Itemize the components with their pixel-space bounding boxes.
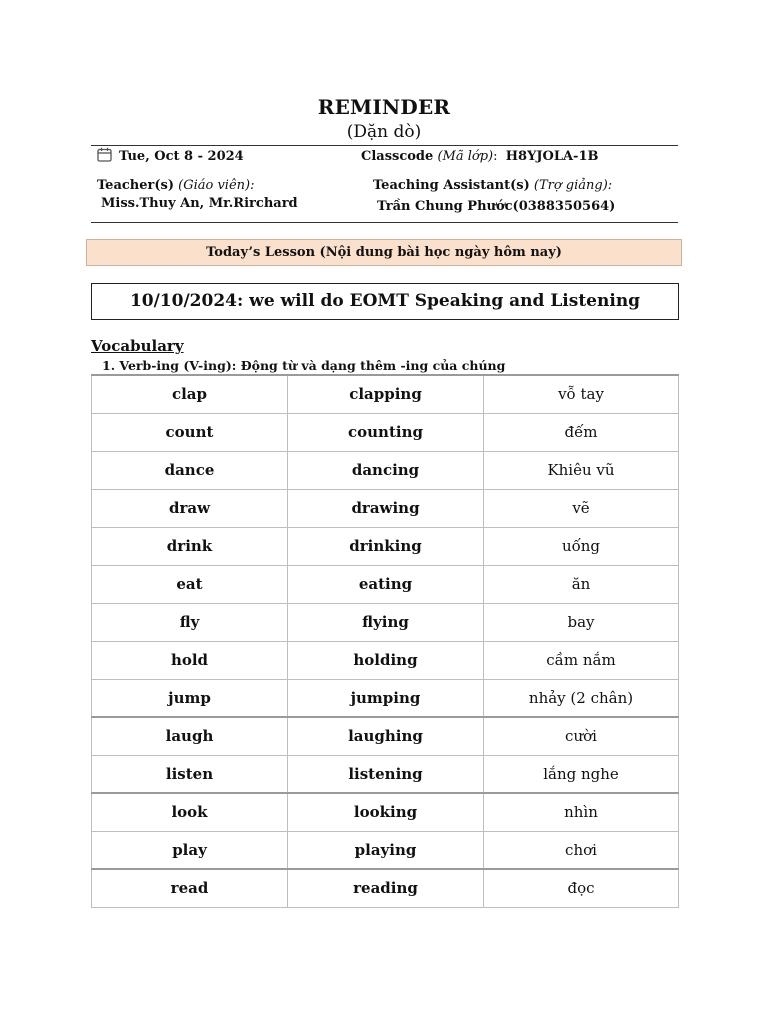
verb-cell: dance: [92, 451, 288, 489]
classcode-line: Classcode (Mã lớp): H8YJOLA-1B: [361, 149, 599, 164]
ing-cell: clapping: [288, 375, 484, 413]
meaning-cell: uống: [484, 527, 679, 565]
ing-cell: listening: [288, 755, 484, 793]
table-row: [92, 603, 679, 641]
meaning-cell: đọc: [484, 869, 679, 907]
ing-cell: flying: [288, 603, 484, 641]
ing-cell: laughing: [288, 717, 484, 755]
table-row: [92, 869, 679, 907]
verb-cell: jump: [92, 679, 288, 717]
verb-cell: fly: [92, 603, 288, 641]
ta-value: Trần Chung Phước(0388350564): [377, 199, 616, 214]
ing-cell: drawing: [288, 489, 484, 527]
table-row: [92, 375, 679, 413]
ing-cell: reading: [288, 869, 484, 907]
ing-cell: playing: [288, 831, 484, 869]
verb-cell: hold: [92, 641, 288, 679]
classcode-value: H8YJOLA-1B: [505, 149, 599, 164]
meaning-cell: chơi: [484, 831, 679, 869]
meaning-cell: vỗ tay: [484, 375, 679, 413]
vocabulary-subheading: 1. Verb-ing (V-ing): Động từ và dạng thêm -ing của chúng: [102, 358, 506, 373]
lesson-summary-box: 10/10/2024: we will do EOMT Speaking and Listening: [91, 283, 679, 320]
top-divider: [91, 145, 678, 146]
classcode-label-vi: (Mã lớp): [437, 149, 494, 164]
lesson-date: Tue, Oct 8 - 2024: [119, 149, 244, 164]
meaning-cell: nhảy (2 chân): [484, 679, 679, 717]
meaning-cell: bay: [484, 603, 679, 641]
meaning-cell: đếm: [484, 413, 679, 451]
meaning-cell: Khiêu vũ: [484, 451, 679, 489]
verb-cell: listen: [92, 755, 288, 793]
ing-cell: counting: [288, 413, 484, 451]
verb-cell: look: [92, 793, 288, 831]
meaning-cell: ăn: [484, 565, 679, 603]
meaning-cell: cầm nắm: [484, 641, 679, 679]
vocabulary-table: [91, 374, 679, 908]
table-row: [92, 679, 679, 717]
verb-cell: clap: [92, 375, 288, 413]
verb-cell: eat: [92, 565, 288, 603]
info-divider: [91, 222, 678, 223]
ing-cell: drinking: [288, 527, 484, 565]
ing-cell: eating: [288, 565, 484, 603]
table-row: [92, 831, 679, 869]
todays-lesson-band: Today’s Lesson (Nội dung bài học ngày hôm nay): [86, 239, 682, 266]
table-row: [92, 717, 679, 755]
verb-cell: laugh: [92, 717, 288, 755]
page-subtitle: (Dặn dò): [346, 122, 422, 142]
meaning-cell: vẽ: [484, 489, 679, 527]
ing-cell: holding: [288, 641, 484, 679]
table-row: [92, 527, 679, 565]
table-row: [92, 451, 679, 489]
ing-cell: dancing: [288, 451, 484, 489]
teacher-value: Miss.Thuy An, Mr.Rirchard: [101, 196, 298, 211]
meaning-cell: cười: [484, 717, 679, 755]
ing-cell: jumping: [288, 679, 484, 717]
table-row: [92, 755, 679, 793]
page-title: REMINDER: [317, 95, 451, 119]
table-row: [92, 565, 679, 603]
meaning-cell: nhìn: [484, 793, 679, 831]
verb-cell: play: [92, 831, 288, 869]
ta-label: Teaching Assistant(s) (Trợ giảng):: [373, 178, 613, 193]
table-row: [92, 413, 679, 451]
table-row: [92, 489, 679, 527]
meaning-cell: lắng nghe: [484, 755, 679, 793]
ing-cell: looking: [288, 793, 484, 831]
verb-cell: count: [92, 413, 288, 451]
verb-cell: draw: [92, 489, 288, 527]
table-row: [92, 641, 679, 679]
teacher-label: Teacher(s) (Giáo viên):: [97, 178, 255, 193]
verb-cell: read: [92, 869, 288, 907]
vocabulary-heading: Vocabulary: [91, 337, 184, 355]
classcode-label: Classcode: [361, 149, 434, 164]
verb-cell: drink: [92, 527, 288, 565]
calendar-icon: [97, 147, 112, 162]
table-row: [92, 793, 679, 831]
